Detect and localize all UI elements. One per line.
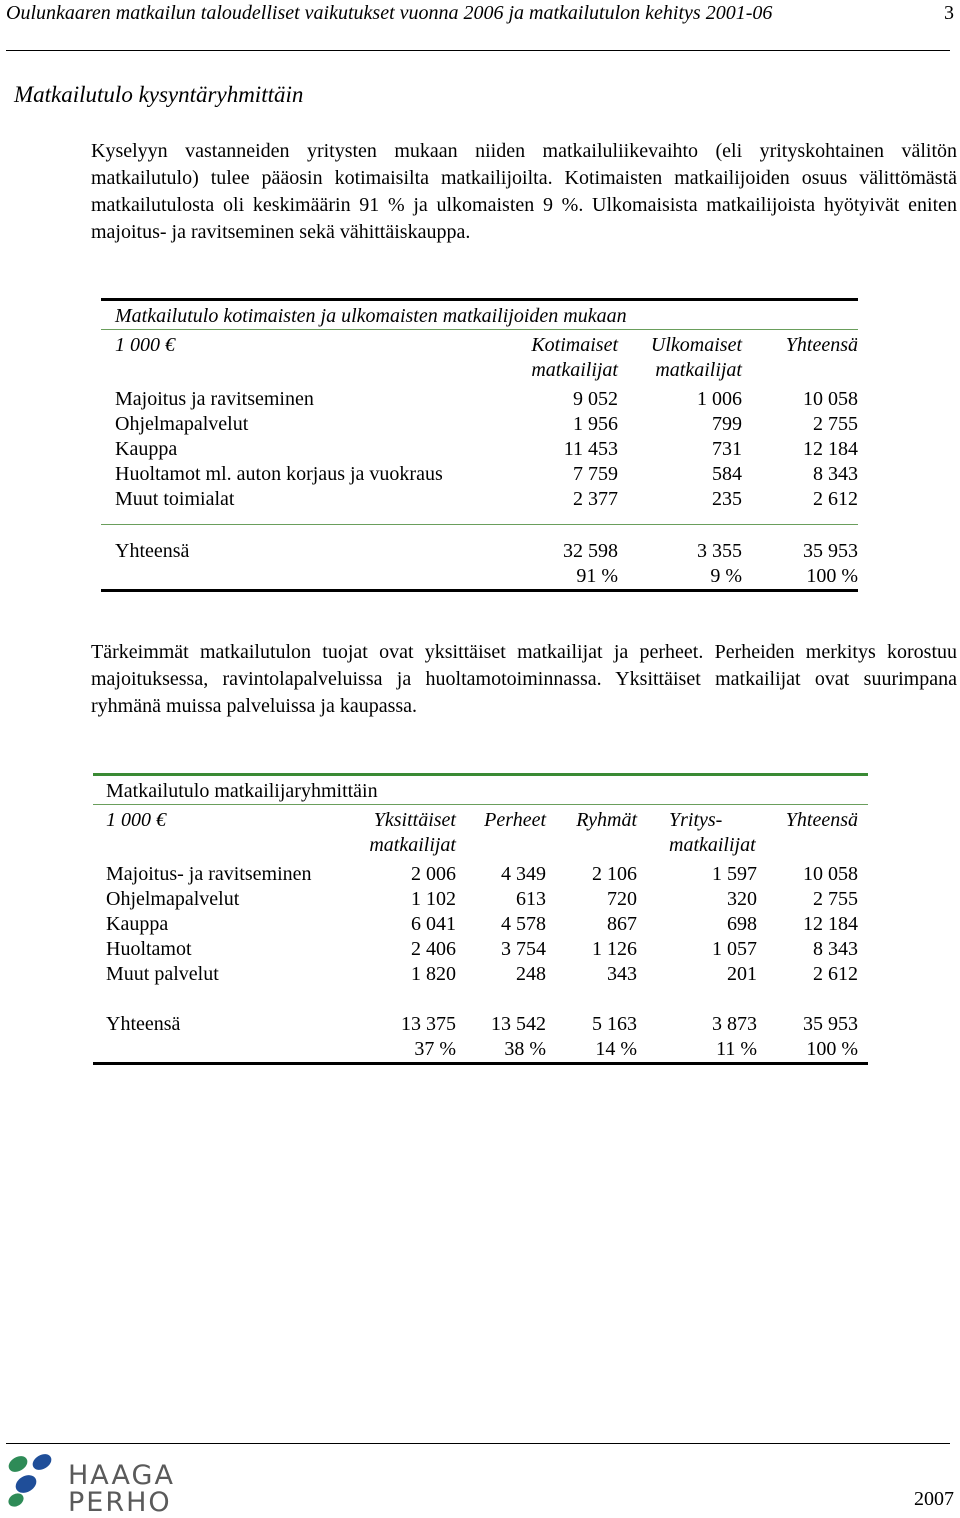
- section-heading: Matkailutulo kysyntäryhmittäin: [14, 82, 304, 107]
- footer-year: 2007: [914, 1488, 954, 1510]
- table2-col-families: Perheet: [484, 809, 546, 831]
- table-row: Huoltamot 2 406 3 754 1 126 1 057 8 343: [106, 938, 858, 960]
- table2-col-individual: Yksittäiset matkailijat: [369, 809, 456, 856]
- table-row: Muut toimialat 2 377 235 2 612: [101, 487, 858, 525]
- table1-col-total: Yhteensä: [785, 334, 858, 356]
- table-total-row: Yhteensä 32 598 3 355 35 953: [115, 540, 858, 562]
- table-row: Kauppa 11 453 731 12 184: [115, 438, 858, 460]
- table2-col-business: Yritys- matkailijat: [669, 809, 756, 856]
- table-total-row: Yhteensä 13 375 13 542 5 163 3 873 35 953: [106, 1013, 858, 1035]
- haaga-perho-logo: [4, 1450, 64, 1515]
- table-percent-row: 37 % 38 % 14 % 11 % 100 %: [414, 1038, 858, 1060]
- table-row: Ohjelmapalvelut 1 102 613 720 320 2 755: [106, 888, 858, 910]
- table-row: Muut palvelut 1 820 248 343 201 2 612: [106, 963, 858, 985]
- table2-caption: Matkailutulo matkailijaryhmittäin: [93, 775, 868, 805]
- paragraph-2: Tärkeimmät matkailutulon tuojat ovat yksittäiset matkailijat ja perheet. Perheiden merkitys korostuu majoituksessa, ravintolapalveluissa ja huoltamotoiminnassa. Yksittäiset matkailijat ovat suurimpana ryhmänä muissa palveluissa ja kaupassa.: [91, 641, 957, 717]
- table1-col-domestic: Kotimaiset matkailijat: [531, 334, 618, 381]
- page-number: 3: [944, 2, 954, 24]
- table2-col-total: Yhteensä: [785, 809, 858, 831]
- table1-unit: 1 000 €: [115, 334, 175, 356]
- table-row: Majoitus ja ravitseminen 9 052 1 006 10 058: [115, 388, 858, 410]
- table-domestic-foreign: [101, 298, 858, 592]
- table2-col-groups: Ryhmät: [576, 809, 637, 831]
- table1-col-foreign: Ulkomaiset matkailijat: [650, 334, 742, 381]
- header-divider: [6, 50, 950, 51]
- table-row: Kauppa 6 041 4 578 867 698 12 184: [106, 913, 858, 935]
- table-row: Ohjelmapalvelut 1 956 799 2 755: [115, 413, 858, 435]
- table-traveller-groups: [93, 773, 868, 1065]
- table-percent-row: 91 % 9 % 100 %: [576, 565, 858, 587]
- table-row: Huoltamot ml. auton korjaus ja vuokraus 7 759 584 8 343: [115, 463, 858, 485]
- running-title: Oulunkaaren matkailun taloudelliset vaikutukset vuonna 2006 ja matkailutulon kehitys 2001-06: [6, 2, 773, 24]
- paragraph-1: Kyselyyn vastanneiden yritysten mukaan niiden matkailuliikevaihto (eli yrityskohtainen välitön matkailutulo) tulee pääosin kotimaisilta matkailijoilta. Kotimaisten matkailijoiden osuus välittömästä matkailutulosta oli keskimäärin 91 % ja ulkomaisten 9 %. Ulkomaisista matkailijoista hyötyivät eniten majoitus- ja ravitseminen sekä vähittäiskauppa.: [91, 140, 957, 243]
- table1-caption: Matkailutulo kotimaisten ja ulkomaisten matkailijoiden mukaan: [101, 300, 858, 330]
- footer-divider: [6, 1443, 950, 1444]
- table2-unit: 1 000 €: [106, 809, 166, 831]
- logo-wordmark: HAAGA PERHO: [68, 1460, 175, 1518]
- logo-mark-icon: [4, 1450, 64, 1510]
- table-row: Majoitus- ja ravitseminen 2 006 4 349 2 106 1 597 10 058: [106, 863, 858, 885]
